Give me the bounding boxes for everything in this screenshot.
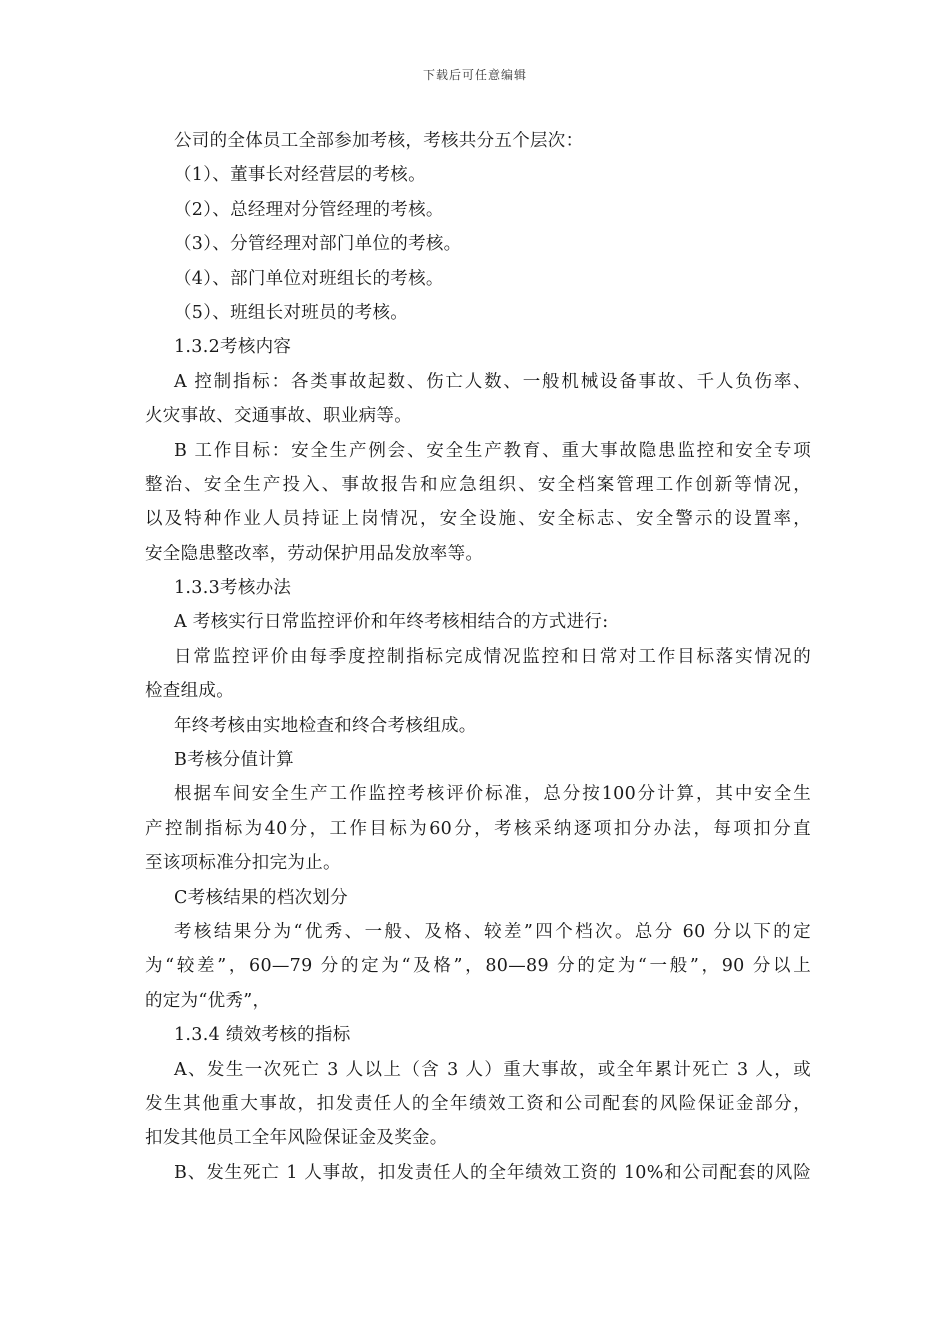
text-line: A 考核实行日常监控评价和年终考核相结合的方式进行:: [174, 612, 609, 633]
text-line: 至该项标准分扣完为止。: [145, 853, 341, 874]
text-line: 日常监控评价由每季度控制指标完成情况监控和日常对工作目标落实情况的: [174, 646, 811, 667]
text-line: 1.3.2考核内容: [174, 337, 292, 358]
text-line: （4）、部门单位对班组长的考核。: [174, 268, 444, 289]
text-line: 火灾事故、交通事故、职业病等。: [145, 406, 412, 427]
text-line: A、发生一次死亡 3 人以上（含 3 人）重大事故，或全年累计死亡 3 人，或: [174, 1059, 811, 1080]
text-line: 检查组成。: [145, 681, 234, 702]
text-line: 发生其他重大事故，扣发责任人的全年绩效工资和公司配套的风险保证金部分，: [145, 1093, 811, 1114]
text-line: 扣发其他员工全年风险保证金及奖金。: [145, 1128, 448, 1149]
text-line: A 控制指标：各类事故起数、伤亡人数、一般机械设备事故、千人负伤率、: [174, 371, 811, 392]
text-line: 整治、安全生产投入、事故报告和应急组织、安全档案管理工作创新等情况，: [145, 474, 811, 495]
page-header: 下载后可任意编辑: [422, 68, 527, 82]
text-line: B考核分值计算: [174, 750, 294, 771]
text-line: 的定为“优秀”，: [145, 990, 271, 1011]
text-line: 产控制指标为40分，工作目标为60分，考核采纳逐项扣分办法，每项扣分直: [145, 818, 811, 839]
text-line: （3）、分管经理对部门单位的考核。: [174, 234, 462, 255]
document-body: [145, 124, 811, 1190]
text-line: B 工作目标：安全生产例会、安全生产教育、重大事故隐患监控和安全专项: [174, 440, 811, 461]
text-line: B、发生死亡 1 人事故，扣发责任人的全年绩效工资的 10%和公司配套的风险: [174, 1162, 811, 1183]
text-line: 年终考核由实地检查和终合考核组成。: [174, 715, 477, 736]
text-line: 安全隐患整改率，劳动保护用品发放率等。: [145, 543, 484, 564]
text-line: 1.3.4 绩效考核的指标: [174, 1025, 351, 1046]
text-line: （2）、总经理对分管经理的考核。: [174, 199, 444, 220]
text-line: 1.3.3考核办法: [174, 578, 292, 599]
text-line: 考核结果分为“优秀、一般、及格、较差”四个档次。总分 60 分以下的定: [174, 921, 811, 942]
text-line: 根据车间安全生产工作监控考核评价标准，总分按100分计算，其中安全生: [174, 784, 811, 805]
text-line: （5）、班组长对班员的考核。: [174, 302, 409, 323]
text-line: （1）、董事长对经营层的考核。: [174, 165, 426, 186]
text-line: 为“较差”，60—79 分的定为“及格”，80—89 分的定为“一般”，90 分以上: [145, 956, 811, 977]
text-line: C考核结果的档次划分: [174, 887, 348, 908]
text-line: 公司的全体员工全部参加考核，考核共分五个层次：: [174, 131, 584, 151]
text-line: 以及特种作业人员持证上岗情况，安全设施、安全标志、安全警示的设置率，: [145, 509, 811, 530]
